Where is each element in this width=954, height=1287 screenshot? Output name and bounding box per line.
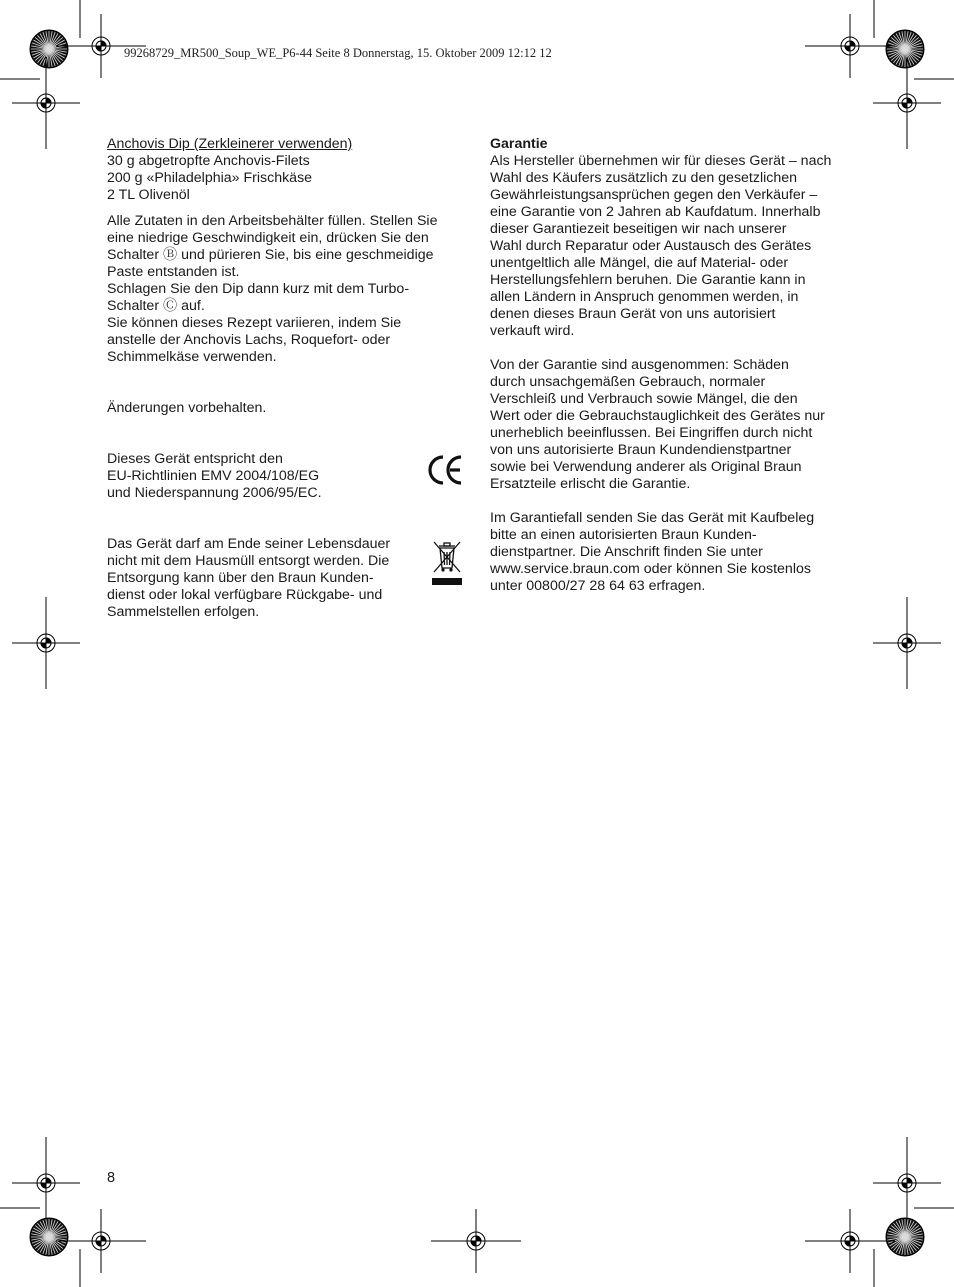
ce-line: Dieses Gerät entspricht den: [107, 451, 283, 467]
registration-mark-icon: [805, 14, 895, 78]
warranty-paragraph-1: [490, 153, 850, 340]
instruction-line: anstelle der Anchovis Lachs, Roquefort- oder: [107, 332, 391, 348]
ingredient-line: 2 TL Olivenöl: [107, 187, 190, 203]
print-slug: 99268729_MR500_Soup_WE_P6-44 Seite 8 Donnerstag, 15. Oktober 2009 12:12 12: [124, 46, 552, 60]
warranty-line: Von der Garantie sind ausgenommen: Schäden: [490, 357, 789, 373]
warranty-line: Als Hersteller übernehmen wir für dieses Gerät – nach: [490, 153, 832, 169]
ingredient-line: 200 g «Philadelphia» Frischkäse: [107, 170, 313, 186]
registration-mark-icon: [805, 1209, 895, 1273]
instruction-line: Sie können dieses Rezept variieren, indem Sie: [107, 315, 402, 331]
ingredient-line: 30 g abgetropfte Anchovis-Filets: [107, 153, 310, 169]
warranty-line: Ersatzteile erlischt die Garantie.: [490, 476, 691, 492]
registration-mark-icon: [873, 57, 941, 149]
registration-mark-icon: [873, 1137, 941, 1229]
instruction-line: Schalter Ⓑ und pürieren Sie, bis eine geschmeidige: [107, 247, 434, 263]
instruction-line: Schimmelkäse verwenden.: [107, 349, 277, 365]
warranty-line: allen Ländern in Anspruch genommen werden, in: [490, 289, 799, 305]
warranty-line: unentgeltlich alle Mängel, die auf Material- oder: [490, 255, 789, 271]
ce-line: EU-Richtlinien EMV 2004/108/EG: [107, 468, 320, 484]
warranty-line: durch unsachgemäßen Gebrauch, normaler: [490, 374, 766, 390]
disposal-line: Das Gerät darf am Ende seiner Lebensdauer: [107, 536, 391, 552]
warranty-line: dienstpartner. Die Anschrift finden Sie unter: [490, 544, 763, 560]
warranty-line: Herstellungsfehlern beruhen. Die Garantie kann in: [490, 272, 806, 288]
disposal-note: [107, 536, 467, 621]
warranty-paragraph-2: [490, 357, 850, 493]
warranty-line: Im Garantiefall senden Sie das Gerät mit Kaufbeleg: [490, 510, 815, 526]
warranty-line: Gewährleistungsansprüchen gegen den Verkäufer –: [490, 187, 818, 203]
recipe-instructions: [107, 213, 467, 366]
warranty-line: dieser Garantiezeit beseitigen wir nach unserer: [490, 221, 787, 237]
star-target-icon: [886, 30, 924, 68]
warranty-line: Wahl des Käufers zusätzlich zu den gesetzlichen: [490, 170, 798, 186]
warranty-line: Wahl durch Reparatur oder Austausch des Gerätes: [490, 238, 812, 254]
star-target-icon: [30, 1218, 68, 1256]
recipe-title: Anchovis Dip (Zerkleinerer verwenden): [107, 136, 353, 152]
ce-statement: [107, 451, 467, 502]
registration-mark-icon: [12, 1137, 80, 1229]
warranty-line: eine Garantie von 2 Jahren ab Kaufdatum. Innerhalb: [490, 204, 821, 220]
warranty-line: von uns autorisierte Braun Kundendienstpartner: [490, 442, 792, 458]
warranty-line: denen dieses Braun Gerät von uns autorisiert: [490, 306, 776, 322]
right-column: [490, 136, 850, 595]
warranty-line: Wert oder die Gebrauchstauglichkeit des Gerätes nur: [490, 408, 825, 424]
disposal-line: dienst oder lokal verfügbare Rückgabe- und: [107, 587, 383, 603]
registration-mark-icon: [12, 57, 80, 149]
warranty-line: verkauft wird.: [490, 323, 575, 339]
ce-line: und Niederspannung 2006/95/EC.: [107, 485, 322, 501]
registration-mark-icon: [56, 1209, 146, 1273]
warranty-line: www.service.braun.com oder können Sie kostenlos: [490, 561, 811, 577]
warranty-line: unerheblich beeinflussen. Bei Eingriffen durch nicht: [490, 425, 813, 441]
instruction-line: Schlagen Sie den Dip dann kurz mit dem Turbo-: [107, 281, 410, 297]
star-target-icon: [886, 1218, 924, 1256]
ingredients-list: [107, 153, 467, 204]
warranty-line: sowie bei Verwendung anderer als Original Braun: [490, 459, 802, 475]
star-target-icon: [30, 30, 68, 68]
instruction-line: Paste entstanden ist.: [107, 264, 240, 280]
left-column: [107, 136, 467, 621]
warranty-line: bitte an einen autorisierten Braun Kunden-: [490, 527, 757, 543]
warranty-heading: Garantie: [490, 136, 548, 152]
instruction-line: Alle Zutaten in den Arbeitsbehälter füllen. Stellen Sie: [107, 213, 438, 229]
registration-mark-icon: [431, 1209, 521, 1273]
warranty-line: Verschleiß und Verbrauch sowie Mängel, die den: [490, 391, 798, 407]
crossed-bin-icon: [430, 538, 464, 588]
instruction-line: eine niedrige Geschwindigkeit ein, drücken Sie den: [107, 230, 429, 246]
instruction-line: Schalter Ⓒ auf.: [107, 298, 205, 314]
registration-mark-icon: [873, 597, 941, 689]
registration-mark-icon: [12, 597, 80, 689]
changes-note: Änderungen vorbehalten.: [107, 400, 267, 416]
page-number: 8: [107, 1170, 116, 1186]
warranty-paragraph-3: [490, 510, 850, 595]
warranty-line: unter 00800/27 28 64 63 erfragen.: [490, 578, 706, 594]
ce-mark-icon: [428, 453, 464, 487]
disposal-line: Entsorgung kann über den Braun Kunden-: [107, 570, 374, 586]
disposal-line: nicht mit dem Hausmüll entsorgt werden. Die: [107, 553, 390, 569]
disposal-line: Sammelstellen erfolgen.: [107, 604, 260, 620]
